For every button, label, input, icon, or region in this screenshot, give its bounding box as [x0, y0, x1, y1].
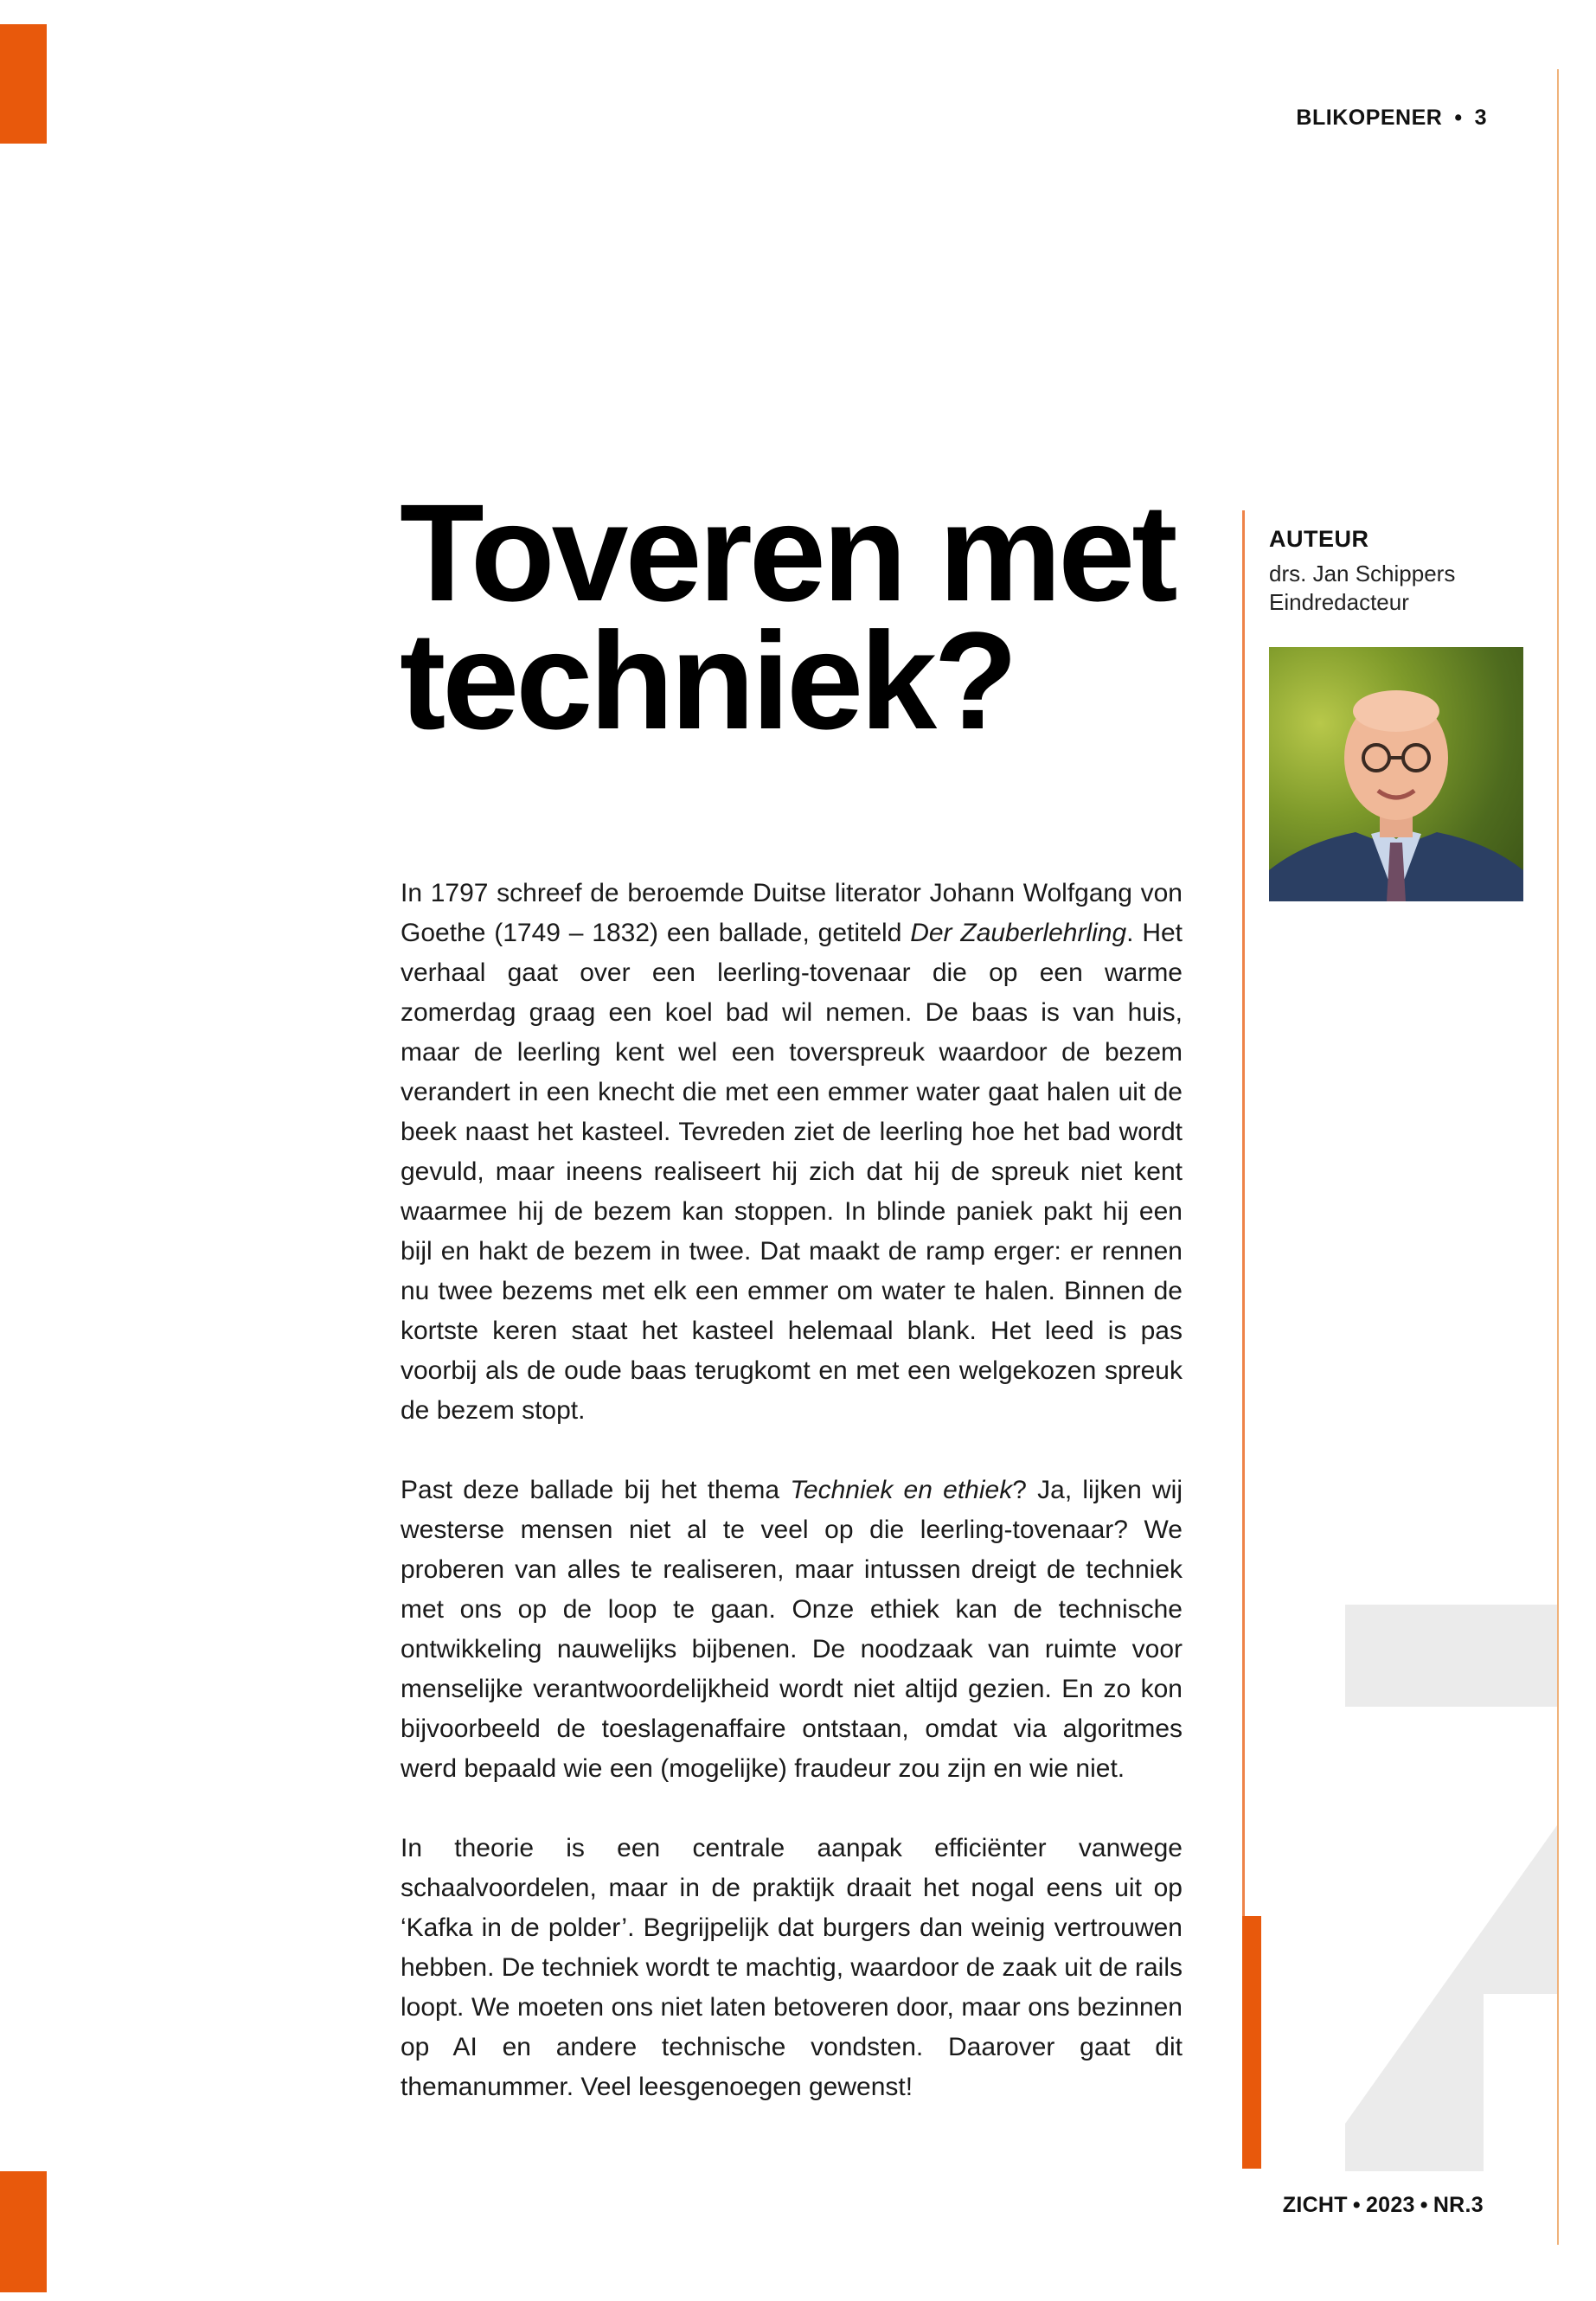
section-name: BLIKOPENER — [1296, 106, 1443, 130]
author-role: Eindredacteur — [1269, 589, 1409, 615]
theme-title: Techniek en ethiek — [790, 1476, 1013, 1504]
title-line-1: Toveren met — [400, 475, 1175, 630]
accent-tab-top — [0, 24, 47, 144]
issue-year: 2023 — [1365, 2193, 1415, 2217]
paragraph-1: In 1797 schreef de beroemde Duitse literator Johann Wolfgang von Goethe (1749 – 1832) een ballade, getiteld Der Zauberlehrling. Het verhaal gaat over een leerling-tovenaar die op een warme zomerdag graag een koel bad wil nemen. De baas is van huis, maar de leerling kent wel een toverspreuk waardoor de bezem verandert in een knecht die met een emmer water gaat halen uit de beek naast het kasteel. Tevreden ziet de leerling hoe het bad wordt gevuld, maar ineens realiseert hij zich dat hij de spreuk niet kent waarmee hij de bezem kan stoppen. In blinde paniek pakt hij een bijl en hakt de bezem in twee. Dat maakt de ramp erger: er rennen nu twee bezems met elk een emmer om water te halen. Binnen de kortste keren staat het kasteel helemaal blank. Het leed is pas voorbij als de oude baas terugkomt en met een welgekozen spreuk de bezem stopt. — [401, 879, 1183, 1425]
sidebar-accent-bar — [1242, 1916, 1261, 2169]
running-header — [1296, 106, 1487, 131]
accent-tab-bottom — [0, 2171, 47, 2292]
header-separator: • — [1454, 106, 1463, 130]
author-block — [1269, 526, 1546, 617]
page-edge-rule — [1557, 69, 1559, 2245]
author-photo — [1269, 647, 1523, 901]
page-number: 3 — [1474, 106, 1487, 130]
title-line-2: techniek? — [400, 603, 1015, 758]
paragraph-2: Past deze ballade bij het thema Techniek en ethiek? Ja, lijken wij westerse mensen niet al te veel op die leerling-tovenaar? We proberen van alles te realiseren, maar intussen dreigt de techniek met ons op de loop te gaan. Onze ethiek kan de technische ontwikkeling nauwelijks bijbenen. De noodzaak van ruimte voor menselijke verantwoordelijkheid wordt niet altijd gezien. En zo kon bijvoorbeeld de toeslagenaffaire ontstaan, omdat via algoritmes werd bepaald wie een (mogelijke) fraudeur zou zijn en wie niet. — [401, 1476, 1183, 1783]
work-title: Der Zauberlehrling — [910, 919, 1127, 947]
large-numeral-2-icon — [1345, 1605, 1557, 2171]
author-portrait-icon — [1269, 647, 1523, 901]
author-label: AUTEUR — [1269, 526, 1369, 552]
issue-number: NR.3 — [1433, 2193, 1484, 2217]
article-body — [401, 874, 1183, 2147]
article-title — [400, 475, 1230, 758]
magazine-name: ZICHT — [1282, 2193, 1348, 2217]
paragraph-3: In theorie is een centrale aanpak efficiënter vanwege schaalvoordelen, maar in de praktijk draait het nogal eens uit op ‘Kafka in de polder’. Begrijpelijk dat burgers dan weinig vertrouwen hebben. De techniek wordt te machtig, waardoor de zaak uit de rails loopt. We moeten ons niet laten betoveren door, maar ons bezinnen op AI en andere technische vondsten. Daarover gaat dit themanummer. Veel leesgenoegen gewenst! — [401, 1834, 1183, 2101]
author-name: drs. Jan Schippers — [1269, 561, 1456, 586]
running-footer: ZICHT • 2023 • NR.3 — [1282, 2193, 1484, 2217]
